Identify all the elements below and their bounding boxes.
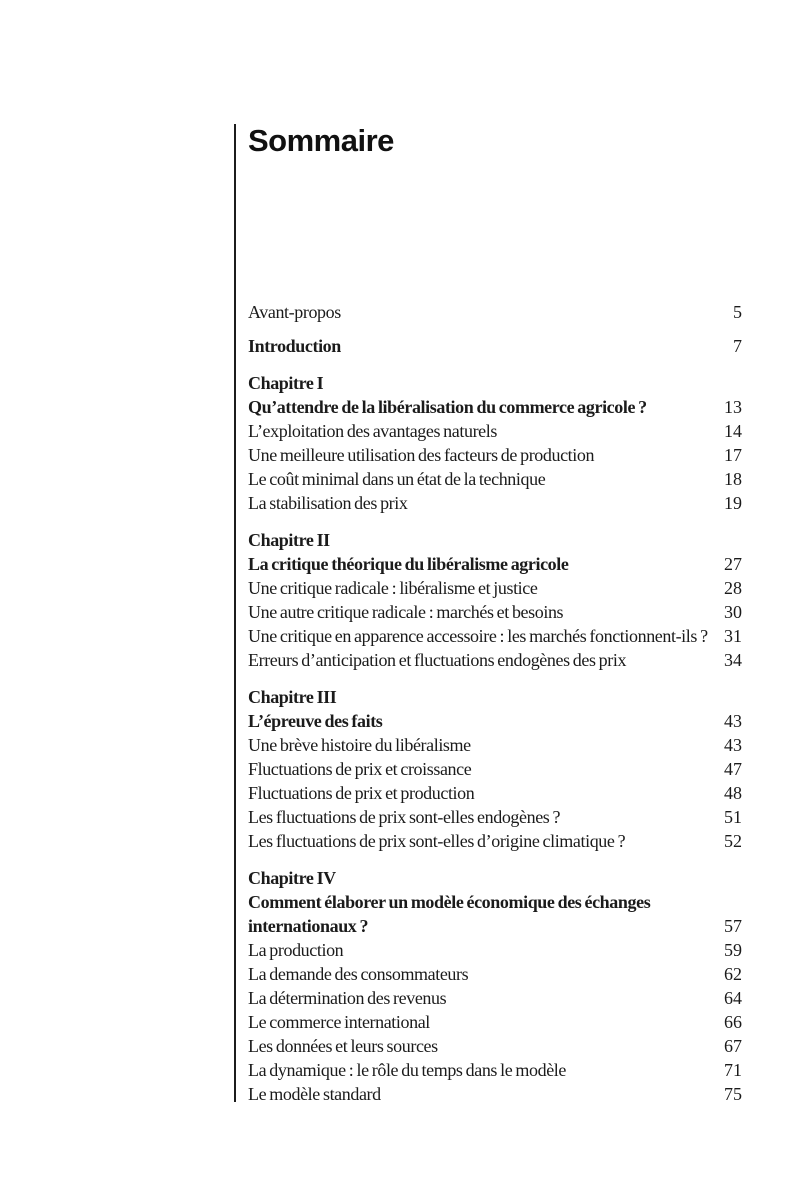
toc-entry-page-number: 27: [724, 554, 742, 574]
toc-entry-label: Introduction: [248, 336, 341, 356]
toc-entry-page-number: 48: [724, 783, 742, 803]
toc-row: [248, 962, 742, 986]
toc-entry-page-number: 52: [724, 831, 742, 851]
toc-row: [248, 552, 742, 576]
toc-entry-page-number: 30: [724, 602, 742, 622]
toc-row: [248, 419, 742, 443]
toc-entry-page-number: 62: [724, 964, 742, 984]
toc-row: [248, 467, 742, 491]
toc-entry-page-number: 43: [724, 711, 742, 731]
toc-entry-label: Chapitre II: [248, 530, 330, 550]
toc-entry-label: Une autre critique radicale : marchés et besoins: [248, 602, 564, 622]
toc-entry-page-number: 31: [724, 626, 742, 646]
toc-row: [248, 395, 742, 419]
toc-entry-page-number: 64: [724, 988, 742, 1008]
toc-row: [248, 300, 742, 324]
toc-row: [248, 443, 742, 467]
toc-entry-label: Les fluctuations de prix sont-elles endogènes ?: [248, 807, 561, 827]
toc-row: [248, 805, 742, 829]
toc-entry-page-number: 59: [724, 940, 742, 960]
toc-entry-label: Fluctuations de prix et croissance: [248, 759, 472, 779]
toc-entry-label: Fluctuations de prix et production: [248, 783, 475, 803]
toc-entry-label: Erreurs d’anticipation et fluctuations endogènes des prix: [248, 650, 627, 670]
toc-chapter-heading-row: [248, 528, 742, 552]
toc-entry-page-number: 18: [724, 469, 742, 489]
toc-row: [248, 757, 742, 781]
toc-chapter-heading-row: [248, 371, 742, 395]
toc-entry-page-number: 13: [724, 397, 742, 417]
toc-entry-label: Le modèle standard: [248, 1084, 381, 1104]
toc-entry-label: Une meilleure utilisation des facteurs de production: [248, 445, 595, 465]
toc-entry-label: Les données et leurs sources: [248, 1036, 438, 1056]
toc-entry-label: Chapitre III: [248, 687, 337, 707]
page-title: Sommaire: [248, 123, 394, 158]
toc-row: [248, 624, 742, 648]
toc-entry-page-number: 19: [724, 493, 742, 513]
toc-row: [248, 1034, 742, 1058]
toc-entry-page-number: 66: [724, 1012, 742, 1032]
toc-entry-page-number: 57: [724, 916, 742, 936]
toc-row: [248, 1010, 742, 1034]
toc-entry-page-number: 28: [724, 578, 742, 598]
toc-chapter-heading-row: [248, 685, 742, 709]
toc-row: [248, 1058, 742, 1082]
toc-row: [248, 576, 742, 600]
toc-entry-label: Chapitre IV: [248, 868, 336, 888]
toc-entry-page-number: 43: [724, 735, 742, 755]
toc-entry-label: La stabilisation des prix: [248, 493, 408, 513]
toc-entry-label: La demande des consommateurs: [248, 964, 469, 984]
toc-entry-label: L’épreuve des faits: [248, 711, 383, 731]
toc-row: [248, 781, 742, 805]
toc-entry-label: La détermination des revenus: [248, 988, 447, 1008]
toc-entry-label: L’exploitation des avantages naturels: [248, 421, 497, 441]
toc-list: [248, 300, 742, 1106]
toc-entry-label: La dynamique : le rôle du temps dans le modèle: [248, 1060, 567, 1080]
toc-row: [248, 600, 742, 624]
toc-entry-label: Comment élaborer un modèle économique des échanges internationaux ?: [248, 892, 651, 936]
toc-entry-page-number: 67: [724, 1036, 742, 1056]
toc-row: [248, 986, 742, 1010]
toc-chapter-heading-row: [248, 866, 742, 890]
toc-entry-page-number: 75: [724, 1084, 742, 1104]
toc-row: [248, 829, 742, 853]
toc-entry-label: Chapitre I: [248, 373, 324, 393]
toc-entry-label: Les fluctuations de prix sont-elles d’origine climatique ?: [248, 831, 626, 851]
toc-entry-page-number: 5: [733, 302, 742, 322]
toc-row: [248, 1082, 742, 1106]
toc-entry-label: Une critique radicale : libéralisme et justice: [248, 578, 538, 598]
toc-entry-page-number: 7: [733, 336, 742, 356]
toc-row: [248, 938, 742, 962]
toc-entry-page-number: 34: [724, 650, 742, 670]
toc-entry-label: La critique théorique du libéralisme agricole: [248, 554, 569, 574]
toc-entry-page-number: 17: [724, 445, 742, 465]
toc-entry-page-number: 71: [724, 1060, 742, 1080]
toc-entry-page-number: 47: [724, 759, 742, 779]
table-of-contents: [234, 124, 742, 1102]
toc-entry-label: Qu’attendre de la libéralisation du commerce agricole ?: [248, 397, 647, 417]
toc-entry-label: Une brève histoire du libéralisme: [248, 735, 471, 755]
toc-entry-label: Le commerce international: [248, 1012, 430, 1032]
toc-row: [248, 709, 742, 733]
toc-entry-label: Avant-propos: [248, 302, 341, 322]
toc-entry-page-number: 51: [724, 807, 742, 827]
toc-row: [248, 334, 742, 358]
toc-entry-label: La production: [248, 940, 344, 960]
toc-entry-page-number: 14: [724, 421, 742, 441]
toc-row: [248, 733, 742, 757]
toc-row: [248, 648, 742, 672]
toc-entry-label: Une critique en apparence accessoire : les marchés fonctionnent-ils ?: [248, 626, 708, 646]
toc-row: [248, 491, 742, 515]
toc-entry-label: Le coût minimal dans un état de la technique: [248, 469, 546, 489]
toc-row: [248, 890, 742, 938]
